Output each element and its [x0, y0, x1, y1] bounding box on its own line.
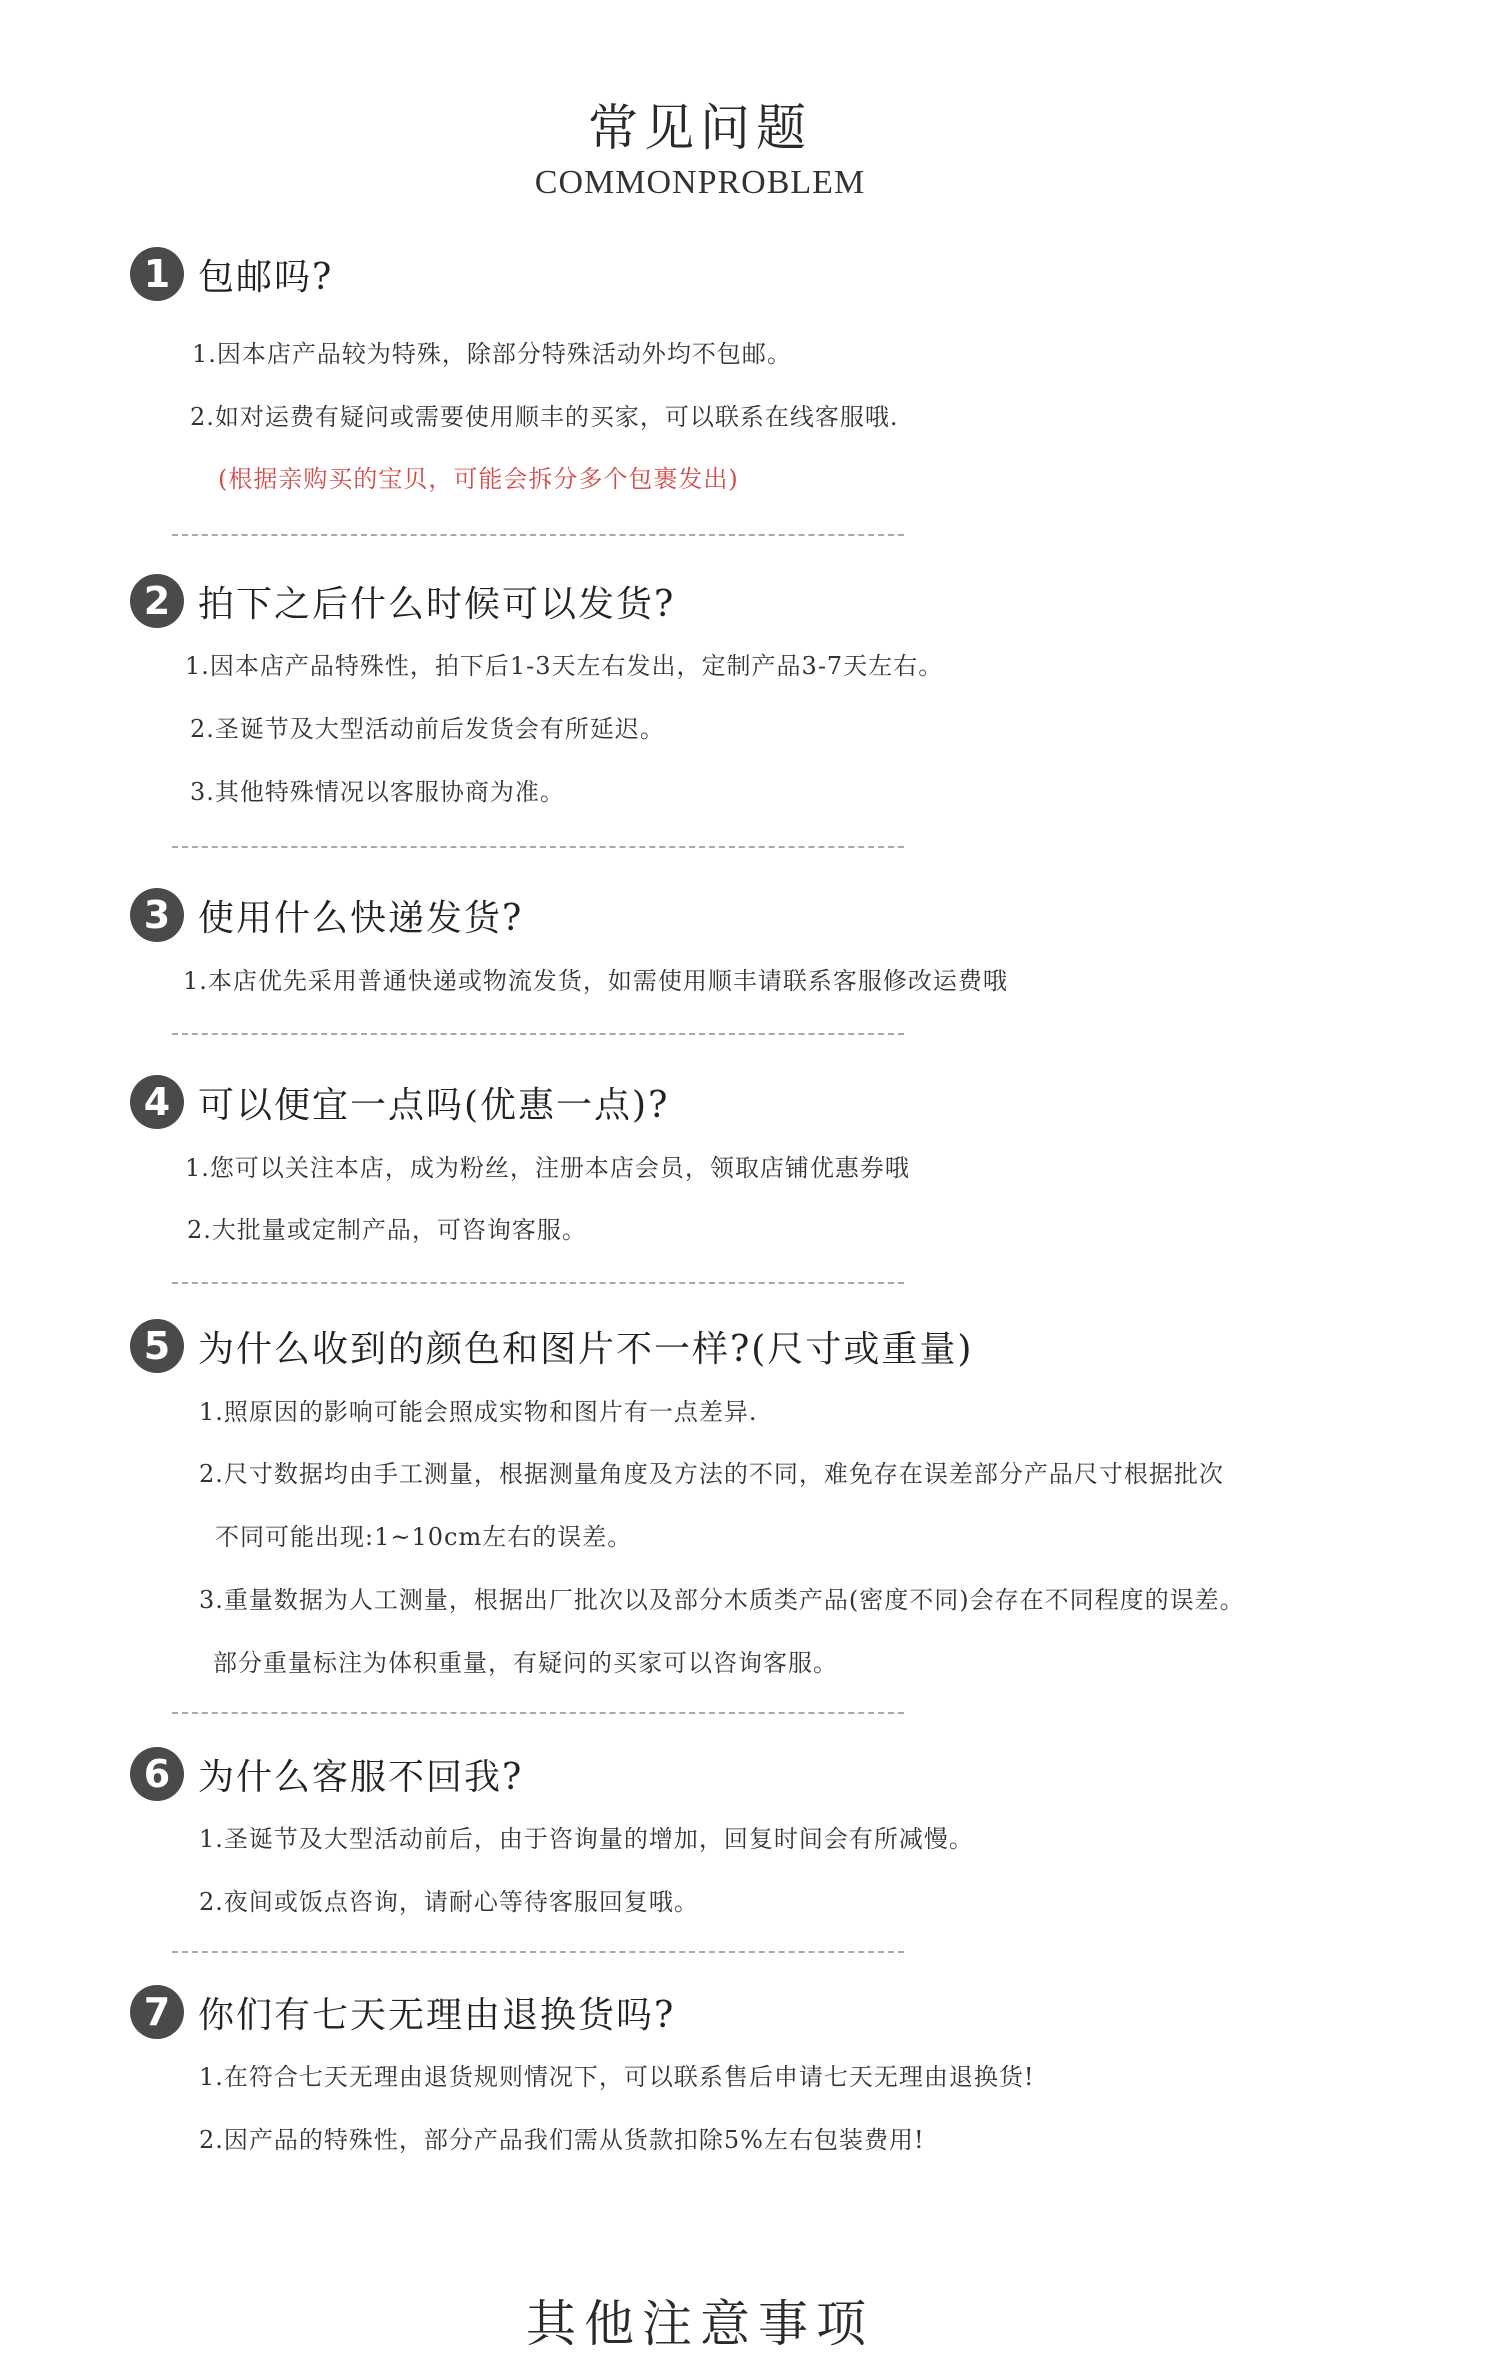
faq-answer: 1.在符合七天无理由退货规则情况下，可以联系售后申请七天无理由退换货! [199, 2063, 1035, 2091]
faq-answer: 1.照原因的影响可能会照成实物和图片有一点差异. [199, 1398, 758, 1426]
faq-answer: 3.其他特殊情况以客服协商为准。 [190, 778, 565, 806]
number-6-icon: 6 [130, 1747, 184, 1801]
page-subtitle: COMMONPROBLEM [534, 164, 866, 201]
faq-question: 使用什么快递发货? [198, 897, 524, 939]
number-3-icon: 3 [130, 888, 184, 942]
number-7-icon: 7 [130, 1985, 184, 2039]
number-1-icon: 1 [130, 247, 184, 301]
page-title: 常见问题 [588, 99, 812, 157]
divider [172, 1712, 904, 1714]
faq-answer: 2.如对运费有疑问或需要使用顺丰的买家，可以联系在线客服哦. [190, 403, 899, 431]
faq-answer: 1.圣诞节及大型活动前后，由于咨询量的增加，回复时间会有所减慢。 [199, 1825, 974, 1853]
faq-answer: 1.您可以关注本店，成为粉丝，注册本店会员，领取店铺优惠券哦 [185, 1154, 910, 1182]
faq-answer: 1.因本店产品较为特殊，除部分特殊活动外均不包邮。 [192, 340, 792, 368]
faq-question: 拍下之后什么时候可以发货? [198, 583, 676, 625]
number-5-icon: 5 [130, 1319, 184, 1373]
divider [172, 1282, 904, 1284]
faq-answer: 2.夜间或饭点咨询，请耐心等待客服回复哦。 [199, 1888, 699, 1916]
faq-answer: 1.本店优先采用普通快递或物流发货，如需使用顺丰请联系客服修改运费哦 [183, 967, 1008, 995]
faq-answer: 2.大批量或定制产品，可咨询客服。 [187, 1216, 587, 1244]
faq-question-row [130, 246, 333, 302]
faq-answer: 2.尺寸数据均由手工测量，根据测量角度及方法的不同，难免存在误差部分产品尺寸根据批次 [199, 1460, 1224, 1488]
faq-question: 包邮吗? [198, 256, 334, 298]
page-header [0, 96, 1400, 202]
faq-answer: 2.圣诞节及大型活动前后发货会有所延迟。 [190, 715, 665, 743]
faq-question-row [130, 573, 675, 629]
divider [172, 846, 904, 848]
faq-question-row [130, 1746, 523, 1802]
divider [172, 1033, 904, 1035]
next-section-title: 其他注意事项 [526, 2295, 874, 2353]
faq-question: 为什么客服不回我? [198, 1756, 524, 1798]
faq-note: (根据亲购买的宝贝，可能会拆分多个包裹发出) [218, 465, 739, 493]
divider [172, 1951, 904, 1953]
faq-answer: 不同可能出现:1~10cm左右的误差。 [215, 1523, 633, 1551]
faq-answer: 2.因产品的特殊性，部分产品我们需从货款扣除5%左右包装费用! [199, 2126, 925, 2154]
faq-question-row [130, 887, 523, 943]
faq-answer: 部分重量标注为体积重量，有疑问的买家可以咨询客服。 [213, 1649, 838, 1677]
faq-question: 你们有七天无理由退换货吗? [198, 1994, 676, 2036]
number-4-icon: 4 [130, 1075, 184, 1129]
faq-answer: 1.因本店产品特殊性，拍下后1-3天左右发出，定制产品3-7天左右。 [185, 652, 944, 680]
faq-question-row [130, 1984, 675, 2040]
faq-answer: 3.重量数据为人工测量，根据出厂批次以及部分木质类产品(密度不同)会存在不同程度的误差。 [199, 1586, 1245, 1614]
faq-question: 可以便宜一点吗(优惠一点)? [198, 1084, 670, 1126]
number-2-icon: 2 [130, 574, 184, 628]
faq-question-row [130, 1074, 669, 1130]
divider [172, 534, 904, 536]
faq-question-row [130, 1318, 973, 1374]
faq-question: 为什么收到的颜色和图片不一样?(尺寸或重量) [198, 1328, 974, 1370]
